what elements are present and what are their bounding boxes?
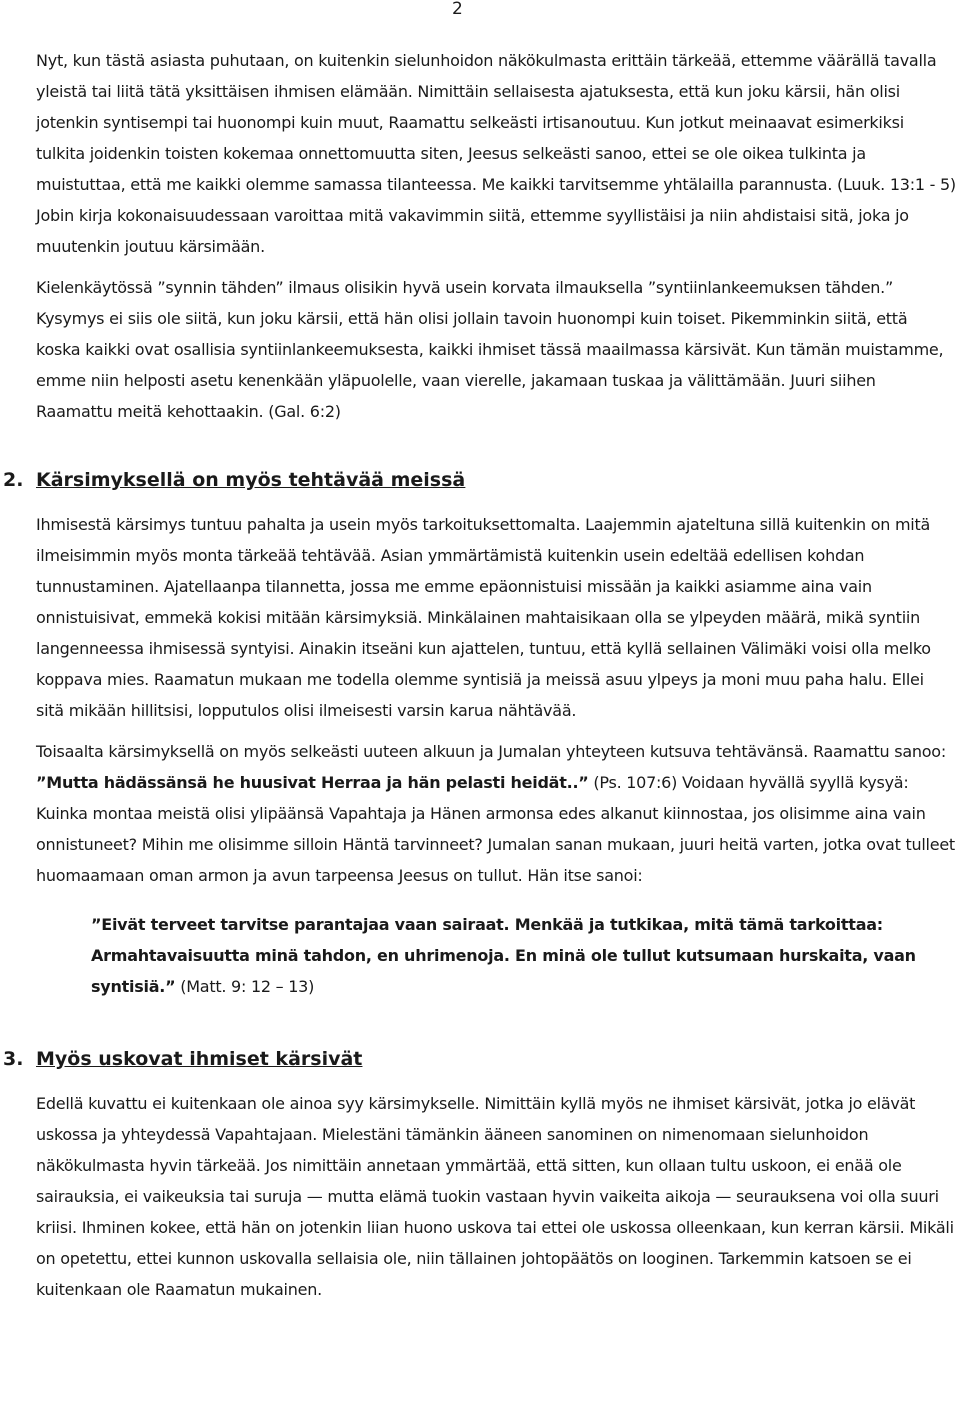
document-body: [3, 45, 956, 1305]
paragraph: Ihmisestä kärsimys tuntuu pahalta ja usein myös tarkoituksettomalta. Laajemmin ajateltuna sillä kuitenkin on mitä ilmeisimmin myös monta tärkeää tehtävää. Asian ymmärtämistä kuitenkin usein edeltää edellisen kohdan tunnustaminen. Ajatellaanpa tilannetta, jossa me emme epäonnistuisi missään ja kaikki asiamme aina vain onnistuisivat, emmekä kokisi mitään kärsimyksiä. Minkälainen mahtaisikaan olla se ylpeyden määrä, mikä syntiin langenneessa ihmisessä syntyisi. Ainakin itseäni kun ajattelen, tuntuu, että kyllä sellainen Välimäki voisi olla melko koppava mies. Raamatun mukaan me todella olemme syntisiä ja meissä asuu ylpeys ja moni muu paha halu. Ellei sitä mikään hillitsisi, lopputulos olisi ilmeisesti varsin karua nähtävää.: [36, 515, 931, 720]
quote-reference: (Matt. 9: 12 – 13): [175, 977, 315, 996]
section-number: 3.: [3, 1048, 24, 1070]
quote-text: ”Eivät terveet tarvitse parantajaa vaan sairaat. Menkää ja tutkikaa, mitä tämä tarkoittaa: Armahtavaisuutta minä tahdon, en uhrimenoja. En minä ole tullut kutsumaan hurskaita, vaan syntisiä.”: [91, 915, 916, 996]
page-number: 2: [452, 0, 463, 19]
section-title: Myös uskovat ihmiset kärsivät: [36, 1048, 363, 1070]
block-quote: [91, 909, 960, 1002]
paragraph: Edellä kuvattu ei kuitenkaan ole ainoa syy kärsimykselle. Nimittäin kyllä myös ne ihmiset kärsivät, jotka jo elävät uskossa ja yhteydessä Vapahtajaan. Mielestäni tämänkin ääneen sanominen on nimenomaan sielunhoidon näkökulmasta hyvin tärkeää. Jos nimittäin annetaan ymmärtää, että sitten, kun ollaan tultu uskoon, ei enää ole sairauksia, ei vaikeuksia tai suruja — mutta elämä tuokin vastaan hyvin vaikeita aikoja — seurauksena voi olla suuri kriisi. Ihminen kokee, että hän on jotenkin liian huono uskova tai ettei ole uskossa olleenkaan, kun kerran kärsii. Mikäli on opetettu, ettei kunnon uskovalla sellaisia ole, niin tällainen johtopäätös on looginen. Tarkemmin katsoen se ei kuitenkaan ole Raamatun mukainen.: [36, 1094, 954, 1299]
bible-quote-inline: ”Mutta hädässänsä he huusivat Herraa ja hän pelasti heidät..”: [36, 773, 589, 792]
section-number: 2.: [3, 469, 24, 491]
section-heading: [3, 1044, 923, 1075]
paragraph: Nyt, kun tästä asiasta puhutaan, on kuitenkin sielunhoidon näkökulmasta erittäin tärkeää, ettemme väärällä tavalla yleistä tai liitä tätä yksittäisen ihmisen elämään. Nimittäin sellaisesta ajatuksesta, että kun joku kärsii, hän olisi jotenkin syntisempi tai huonompi kuin muut, Raamattu selkeästi irtisanoutuu. Kun jotkut meinaavat esimerkiksi tulkita joidenkin toisten kokemaa onnettomuutta siten, Jeesus selkeästi sanoo, ettei se ole oikea tulkinta ja muistuttaa, että me kaikki olemme samassa tilanteessa. Me kaikki tarvitsemme yhtälailla parannusta. (Luuk. 13:1 - 5) Jobin kirja kokonaisuudessaan varoittaa mitä vakavimmin siitä, ettemme syyllistäisi ja niin ahdistaisi sitä, joka jo muutenkin joutuu kärsimään.: [36, 51, 956, 256]
section-heading: [3, 465, 923, 496]
section-title: Kärsimyksellä on myös tehtävää meissä: [36, 469, 466, 491]
paragraph: Kielenkäytössä ”synnin tähden” ilmaus olisikin hyvä usein korvata ilmauksella ”syntiinlankeemuksen tähden.” Kysymys ei siis ole siitä, kun joku kärsii, että hän olisi jollain tavoin huonompi kuin toiset. Pikemminkin siitä, että koska kaikki ovat osallisia syntiinlankeemuksesta, kaikki ihmiset tässä maailmassa kärsivät. Kun tämän muistamme, emme niin helposti asetu kenenkään yläpuolelle, vaan vierelle, jakamaan tuskaa ja välittämään. Juuri siihen Raamattu meitä kehottaakin. (Gal. 6:2): [36, 278, 944, 421]
paragraph: Toisaalta kärsimyksellä on myös selkeästi uuteen alkuun ja Jumalan yhteyteen kutsuva tehtävänsä. Raamattu sanoo: ”Mutta hädässänsä he huusivat Herraa ja hän pelasti heidät..” (Ps. 107:6) Voidaan hyvällä syyllä kysyä: Kuinka montaa meistä olisi ylipäänsä Vapahtaja ja Hänen armonsa edes alkanut kiinnostaa, jos olisimme aina vain onnistuneet? Mihin me olisimme silloin Häntä tarvinneet? Jumalan sanan mukaan, juuri heitä varten, jotka ovat tulleet huomaamaan oman armon ja avun tarpeensa Jeesus on tullut. Hän itse sanoi:: [36, 742, 955, 885]
